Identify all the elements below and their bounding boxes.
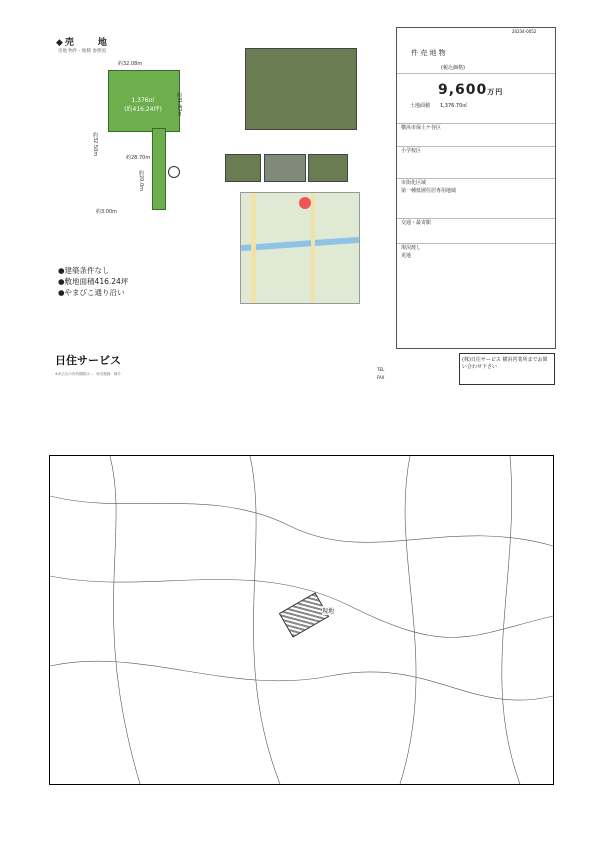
spec-table — [396, 27, 556, 349]
company-logo: 日住サービス — [55, 354, 121, 367]
dim-tail: 約20.0m — [138, 170, 144, 192]
north-arrow-icon — [168, 166, 180, 178]
page-title: ◆売 地 — [56, 38, 109, 48]
residential-map — [49, 455, 554, 785]
lot-area-tsubo: (約416.24坪) — [124, 106, 162, 113]
price-note: (税込価格) — [441, 65, 465, 71]
use-value: 第一種低層住居専用地域 — [401, 188, 457, 194]
lot-area-main: 1,376㎡ — [131, 97, 155, 104]
contact-note: (株)日住サービス 横浜営業所までお問い合わせ下さい — [459, 353, 555, 385]
site-photo-2 — [264, 154, 306, 182]
remarks-value: 現況渡し — [401, 245, 422, 251]
map-road — [251, 193, 256, 303]
site-photo-3 — [308, 154, 348, 182]
tel-label: TEL — [377, 367, 385, 372]
page-subtitle: 売地 物件・地積 参照図 — [58, 49, 106, 54]
location-value: 横浜市保土ケ谷区 — [401, 125, 442, 131]
school-value: 小学校区 — [401, 148, 422, 154]
dim-top: 約32.08m — [118, 61, 143, 67]
feature-item: ●やまびこ通り沿い — [58, 288, 125, 297]
dim-left: 約32.50m — [92, 132, 98, 157]
map-road — [311, 193, 315, 303]
map-river — [241, 237, 359, 251]
map-pin-icon — [299, 197, 311, 209]
lot-area-label — [118, 95, 168, 113]
area-label: 土地面積 — [410, 103, 431, 109]
zone-value: 市街化区域 — [401, 180, 427, 186]
dim-right: 約31.87m — [176, 92, 182, 117]
area-map — [240, 192, 360, 304]
site-photo-main — [245, 48, 357, 130]
lot-access-strip — [152, 128, 166, 210]
area-value: 1,376.70㎡ — [440, 103, 468, 109]
feature-item: ●敷地面積416.24坪 — [58, 277, 129, 286]
listing-id: 20234-0052 — [512, 29, 537, 34]
feature-list — [58, 265, 128, 298]
dim-bottom: 約28.70m — [126, 155, 151, 161]
feature-item: ●建築条件なし — [58, 266, 110, 275]
price: 9,600万円 — [438, 82, 504, 98]
fax-label: FAX — [377, 375, 385, 380]
status-value: 更地 — [401, 253, 412, 259]
property-type: 件 売 地 物 — [411, 49, 446, 57]
transport-value: 交通・最寄駅 — [401, 220, 432, 226]
dim-base: 約3.00m — [96, 209, 118, 215]
site-photo-1 — [225, 154, 261, 182]
target-label: 現地 — [322, 608, 335, 615]
footer-text: ※本広告の有効期限は… 取引態様：媒介 — [55, 372, 121, 376]
